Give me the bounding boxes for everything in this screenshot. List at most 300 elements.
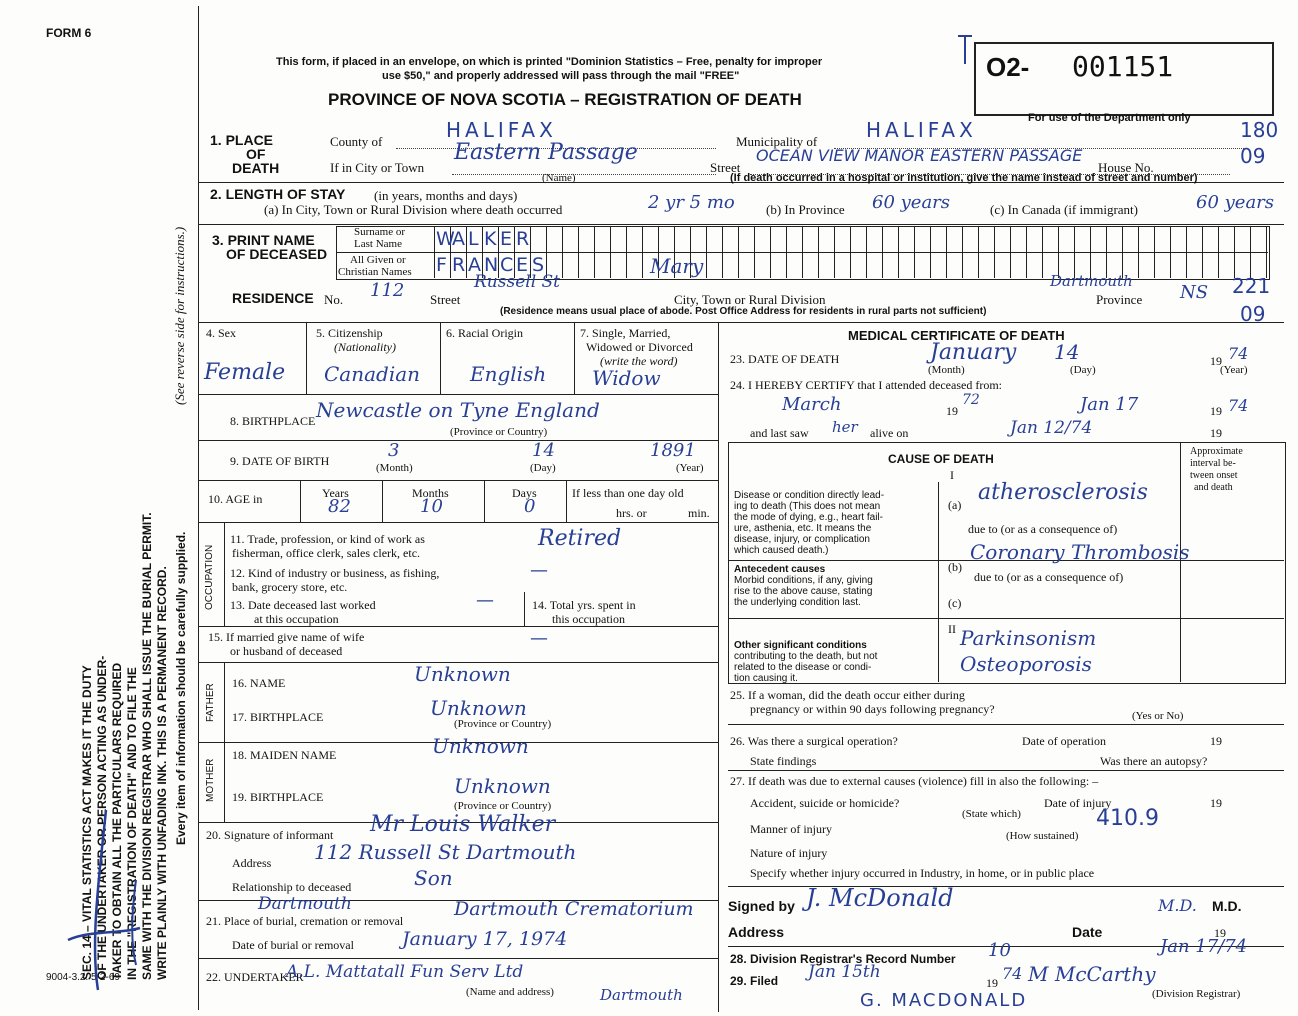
name-grid-divider — [642, 226, 643, 278]
other-conditions-note-3: tion causing it. — [734, 673, 798, 684]
department-use-note: For use of the Department only — [1028, 112, 1191, 124]
physician-md-handwritten: M.D. — [1158, 896, 1197, 915]
given-name-letter: A — [468, 254, 481, 276]
item-3-label: 3. PRINT NAME — [212, 232, 315, 248]
mother-maiden-name-value: Unknown — [432, 734, 529, 758]
cause-of-death-title: CAUSE OF DEATH — [888, 452, 994, 466]
print-code: 9004-3.2: 5-2-69 — [46, 972, 120, 983]
given-name-letter: R — [452, 254, 466, 276]
item-2-label: 2. LENGTH OF STAY — [210, 186, 346, 202]
rule — [434, 226, 435, 278]
rule — [198, 958, 718, 959]
autopsy-label: Was there an autopsy? — [1100, 754, 1208, 768]
attend-from-value: March — [782, 394, 842, 415]
item-5-sublabel: (Nationality) — [334, 340, 396, 354]
citizenship-value: Canadian — [324, 362, 421, 386]
age-days-value: 0 — [524, 496, 536, 517]
item-2b-label: (b) In Province — [766, 202, 845, 217]
given-name-letter: N — [484, 254, 499, 276]
sec14-line6: WRITE PLAINLY WITH UNFADING INK. THIS IS A PERMANENT RECORD. — [155, 566, 169, 980]
item-1-label-death: DEATH — [232, 160, 280, 176]
item-2a-label: (a) In City, Town or Rural Division where death occurred — [264, 202, 563, 217]
rule — [198, 322, 1284, 323]
residence-town-value: Dartmouth — [1050, 272, 1133, 290]
year-prefix: 19 — [1210, 426, 1222, 440]
year-sublabel: (Year) — [676, 462, 704, 474]
name-grid-divider — [722, 226, 723, 278]
attend-to-year: 74 — [1228, 396, 1249, 415]
name-grid-divider — [706, 226, 707, 278]
item-10-label: 10. AGE in — [208, 492, 263, 506]
age-days-label: Days — [512, 486, 537, 500]
item-15-label: 15. If married give name of wife — [208, 630, 365, 644]
cause-a-label: (a) — [948, 498, 962, 512]
item-1-label: 1. PLACE — [210, 132, 274, 148]
surname-label: Surname or — [354, 226, 406, 238]
item-24-label: 24. I HEREBY CERTIFY that I attended deceased from: — [730, 378, 1002, 392]
item-7-label: 7. Single, Married, — [580, 326, 671, 340]
item-29-label: 29. Filed — [730, 974, 779, 988]
cause-b-value: Coronary Thrombosis — [970, 540, 1190, 564]
name-grid-divider — [482, 226, 483, 278]
sex-value: Female — [204, 360, 286, 385]
name-grid-divider — [514, 226, 515, 278]
postage-notice-line1: This form, if placed in an envelope, on which is printed "Dominion Statistics – Free, penalty for improper — [276, 56, 823, 68]
name-grid-divider — [1090, 226, 1091, 278]
age-months-value: 10 — [420, 496, 443, 517]
last-worked-dash: — — [476, 590, 494, 611]
stay-canada-value: 60 years — [1196, 192, 1275, 213]
attend-to-value: Jan 17 — [1080, 394, 1139, 415]
death-year-value: 74 — [1228, 344, 1249, 363]
name-grid-divider — [866, 226, 867, 278]
name-grid-divider — [1250, 226, 1251, 278]
day-sublabel: (Day) — [1070, 364, 1096, 376]
dept-code-c: 221 — [1232, 274, 1271, 298]
residence-no-label: No. — [324, 292, 344, 307]
mother-birthplace-value: Unknown — [454, 774, 551, 798]
registration-prefix: O2- — [986, 52, 1030, 82]
item-4-label: 4. Sex — [206, 326, 236, 340]
item-11-label-b: fisherman, office clerk, sales clerk, etc. — [232, 546, 421, 560]
name-grid-divider — [962, 226, 963, 278]
other-conditions-note-2: related to the disease or condi- — [734, 662, 872, 673]
birthplace-value: Newcastle on Tyne England — [316, 398, 600, 422]
informant-signature: Mr Louis Walker — [370, 812, 556, 837]
year-prefix: 19 — [1214, 926, 1226, 940]
name-grid-divider — [834, 226, 835, 278]
age-months-label: Months — [412, 486, 449, 500]
disease-note-5: disease, injury, or complication — [734, 534, 870, 545]
margin-handwriting-mark — [60, 790, 170, 1000]
relationship-label: Relationship to deceased — [232, 880, 352, 894]
rule — [198, 480, 718, 481]
name-grid-divider — [898, 226, 899, 278]
sec14-line3: TAKER TO OBTAIN ALL THE PARTICULARS REQUIRED — [110, 662, 124, 980]
rule — [440, 322, 441, 394]
disease-note-4: ure, asthenia, etc. It means the — [734, 523, 872, 534]
disease-note-3: the mode of dying, e.g., heart fail- — [734, 512, 883, 523]
rule — [198, 394, 718, 395]
name-grid-divider — [754, 226, 755, 278]
name-grid-divider — [562, 226, 563, 278]
item-12-label-b: bank, grocery store, etc. — [232, 580, 348, 594]
given-name-2: Mary — [650, 254, 704, 278]
name-grid-divider — [1106, 226, 1107, 278]
antecedent-note-2: rise to the above cause, stating — [734, 586, 873, 597]
item-7-label-b: Widowed or Divorced — [586, 340, 693, 354]
surname-letter: L — [468, 228, 479, 250]
interval-label-2: interval be- — [1190, 458, 1236, 469]
father-birthplace-value: Unknown — [430, 696, 527, 720]
racial-origin-value: English — [470, 362, 547, 386]
name-grid-divider — [626, 226, 627, 278]
given-name-letter: E — [516, 254, 529, 276]
last-saw-label: and last saw — [750, 426, 809, 440]
form-left-border — [198, 6, 199, 1010]
surname-letter: A — [452, 228, 465, 250]
other-conditions-note-1: contributing to the death, but not — [734, 651, 878, 662]
name-grid-divider — [610, 226, 611, 278]
year-prefix: 19 — [946, 404, 958, 418]
street-label: Street — [710, 160, 741, 175]
rule — [224, 522, 225, 626]
item-3-label-b: OF DECEASED — [226, 246, 328, 262]
year-prefix: 19 — [1210, 734, 1222, 748]
physician-address-label: Address — [728, 924, 785, 940]
part-1-label: I — [950, 468, 954, 482]
dob-day-value: 14 — [532, 440, 555, 461]
name-grid-divider — [1186, 226, 1187, 278]
name-grid-divider — [1234, 226, 1235, 278]
physician-date-label: Date — [1072, 924, 1103, 940]
city-value: Eastern Passage — [454, 140, 638, 165]
death-month-value: January — [930, 340, 1017, 365]
name-grid-divider — [594, 226, 595, 278]
due-to-label: due to (or as a consequence of) — [968, 522, 1118, 536]
antecedent-title: Antecedent causes — [734, 564, 826, 575]
state-findings-label: State findings — [750, 754, 817, 768]
burial-date-label: Date of burial or removal — [232, 938, 354, 952]
municipality-value: HALIFAX — [866, 118, 977, 142]
name-sublabel: (Name) — [542, 172, 576, 184]
residence-no-value: 112 — [370, 280, 405, 301]
sec14-line1: SEC. 14 – VITAL STATISTICS ACT MAKES IT THE DUTY — [80, 665, 94, 980]
cause-c-label: (c) — [948, 596, 962, 610]
province-country-sublabel: (Province or Country) — [454, 800, 552, 812]
item-26-label: 26. Was there a surgical operation? — [730, 734, 898, 748]
given-name-letter: C — [500, 254, 514, 276]
item-16-label: 16. NAME — [232, 676, 286, 690]
item-5-label: 5. Citizenship — [316, 326, 383, 340]
name-grid-divider — [1138, 226, 1139, 278]
father-name-value: Unknown — [414, 662, 511, 686]
form-title: PROVINCE OF NOVA SCOTIA – REGISTRATION OF DEATH — [328, 90, 802, 109]
surname-letter: R — [516, 228, 530, 250]
name-grid-divider — [1010, 226, 1011, 278]
dept-code-d: 09 — [1240, 302, 1266, 326]
injury-date-label: Date of injury — [1044, 796, 1112, 810]
item-7-label-c: (write the word) — [600, 354, 678, 368]
name-grid-divider — [578, 226, 579, 278]
surname-label-b: Last Name — [354, 238, 402, 250]
antecedent-note-1: Morbid conditions, if any, giving — [734, 575, 873, 586]
alive-on-label: alive on — [870, 426, 909, 440]
signature-date-value: Jan 17/74 — [1160, 936, 1248, 957]
name-grid-divider — [818, 226, 819, 278]
rule — [728, 724, 1284, 725]
burial-date-value: January 17, 1974 — [402, 928, 568, 950]
county-value: HALIFAX — [446, 118, 557, 142]
month-sublabel: (Month) — [376, 462, 413, 474]
rule — [198, 224, 1284, 225]
month-sublabel: (Month) — [928, 364, 965, 376]
last-saw-value: her — [832, 418, 858, 436]
given-label: All Given or — [350, 254, 406, 266]
less-than-day-label: If less than one day old — [572, 486, 684, 500]
filed-year-value: 74 — [1002, 964, 1023, 983]
sec14-line2: OF THE UNDERTAKER OR PERSON ACTING AS UNDER- — [95, 655, 109, 980]
name-grid-divider — [786, 226, 787, 278]
residence-town-label: City, Town or Rural Division — [674, 292, 826, 307]
other-conditions-title: Other significant conditions — [734, 640, 867, 651]
name-grid-divider — [1074, 226, 1075, 278]
minutes-label: min. — [688, 506, 710, 520]
item-17-label: 17. BIRTHPLACE — [232, 710, 324, 724]
postage-notice-line2: use $50," and properly addressed will pass through the mail "FREE" — [382, 70, 740, 82]
item-2c-label: (c) In Canada (if immigrant) — [990, 202, 1138, 217]
mother-strip-label: MOTHER — [205, 758, 216, 802]
form-number: FORM 6 — [46, 26, 92, 40]
division-registrar-sublabel: (Division Registrar) — [1152, 988, 1241, 1000]
disease-note-6: which caused death.) — [734, 545, 829, 556]
county-label: County of — [330, 134, 383, 149]
name-grid-divider — [1202, 226, 1203, 278]
informant-address-label: Address — [232, 856, 272, 870]
city-label: If in City or Town — [330, 160, 425, 175]
item-28-label: 28. Division Registrar's Record Number — [730, 952, 956, 966]
item-2-note: (in years, months and days) — [374, 188, 518, 203]
item-13-label-b: at this occupation — [254, 612, 339, 626]
medical-certificate-title: MEDICAL CERTIFICATE OF DEATH — [848, 328, 1065, 343]
spouse-dash: — — [530, 628, 548, 649]
cause-b-label: (b) — [948, 560, 962, 574]
burial-place-value: Dartmouth Crematorium — [454, 898, 694, 920]
rule — [524, 592, 525, 626]
name-grid-divider — [530, 226, 531, 278]
name-grid-divider — [770, 226, 771, 278]
state-which-sublabel: (State which) — [962, 808, 1021, 820]
item-14-label: 14. Total yrs. spent in — [532, 598, 636, 612]
how-sustained-sublabel: (How sustained) — [1006, 830, 1079, 842]
surname-letter: E — [500, 228, 513, 250]
year-prefix: 19 — [1210, 354, 1222, 368]
rule — [728, 770, 1284, 771]
age-years-label: Years — [322, 486, 349, 500]
name-grid-divider — [1266, 226, 1267, 278]
hours-label: hrs. or — [616, 506, 647, 520]
item-15-label-b: or husband of deceased — [230, 644, 343, 658]
antecedent-note-3: the underlying condition last. — [734, 597, 861, 608]
center-divider — [718, 322, 719, 1012]
year-prefix: 19 — [1210, 796, 1222, 810]
physician-signature: J. McDonald — [806, 884, 954, 912]
careful-note: Every item of information should be carefully supplied. — [174, 531, 188, 845]
item-25-label: 25. If a woman, did the death occur either during — [730, 688, 965, 702]
rule — [300, 480, 301, 522]
manner-label: Manner of injury — [750, 822, 832, 836]
other-condition-2-value: Osteoporosis — [960, 652, 1092, 676]
residence-province-label: Province — [1096, 292, 1143, 307]
signed-by-label: Signed by — [728, 898, 795, 914]
name-grid-divider — [1170, 226, 1171, 278]
residence-label: RESIDENCE — [232, 290, 314, 306]
nature-label: Nature of injury — [750, 846, 828, 860]
other-condition-1-value: Parkinsonism — [960, 626, 1097, 650]
name-grid-divider — [738, 226, 739, 278]
name-grid-divider — [946, 226, 947, 278]
province-country-sublabel: (Province or Country) — [454, 718, 552, 730]
street-value: OCEAN VIEW MANOR EASTERN PASSAGE — [756, 146, 1083, 165]
item-13-label: 13. Date deceased last worked — [230, 598, 376, 612]
rule — [566, 480, 567, 522]
province-country-sublabel: (Province or Country) — [450, 426, 548, 438]
accident-label: Accident, suicide or homicide? — [750, 796, 900, 810]
dept-code-b: 09 — [1240, 144, 1266, 168]
year-prefix: 19 — [986, 976, 998, 990]
rule — [382, 480, 383, 522]
md-label: M.D. — [1212, 898, 1242, 914]
record-number-value: 10 — [988, 940, 1011, 961]
stay-province-value: 60 years — [872, 192, 951, 213]
rule — [452, 174, 716, 175]
name-grid-divider — [930, 226, 931, 278]
surname-letter: K — [484, 228, 497, 250]
rule — [728, 618, 1284, 619]
burial-town-value: Dartmouth — [258, 894, 352, 914]
name-grid-divider — [546, 226, 547, 278]
dob-year-value: 1891 — [650, 440, 696, 461]
item-8-label: 8. BIRTHPLACE — [230, 414, 316, 428]
sec14-line5: SAME WITH THE DIVISION REGISTRAR WHO SHALL ISSUE THE BURIAL PERMIT. — [140, 512, 154, 980]
rule — [224, 662, 225, 822]
name-grid-divider — [1026, 226, 1027, 278]
item-1-label-of: OF — [246, 146, 266, 162]
alive-on-value: Jan 12/74 — [1010, 418, 1093, 438]
item-19-label: 19. BIRTHPLACE — [232, 790, 324, 804]
residence-province-value: NS — [1180, 282, 1209, 303]
specify-label: Specify whether injury occurred in Industry, in home, or in public place — [750, 866, 1095, 880]
day-sublabel: (Day) — [530, 462, 556, 474]
marital-status-value: Widow — [592, 366, 661, 390]
interval-label-1: Approximate — [1190, 446, 1243, 457]
item-27-label: 27. If death was due to external causes (violence) fill in also the following: – — [730, 774, 1099, 788]
municipality-label: Municipality of — [736, 134, 818, 149]
yes-no-sublabel: (Yes or No) — [1132, 710, 1184, 722]
name-grid-divider — [914, 226, 915, 278]
filed-date-value: Jan 15th — [808, 962, 881, 982]
disease-note-2: ing to death (This does not mean — [734, 501, 881, 512]
disease-note-1: Disease or condition directly lead- — [734, 490, 885, 501]
occupation-value: Retired — [538, 526, 622, 551]
year-prefix: 19 — [1210, 404, 1222, 418]
name-grid-divider — [1058, 226, 1059, 278]
item-14-label-b: this occupation — [552, 612, 625, 626]
residence-street-label: Street — [430, 292, 461, 307]
name-grid-divider — [850, 226, 851, 278]
cause-a-value: atherosclerosis — [978, 480, 1148, 505]
father-strip-label: FATHER — [205, 683, 216, 722]
interval-label-4: and death — [1194, 482, 1233, 493]
item-25-label-b: pregnancy or within 90 days following pregnancy? — [750, 702, 995, 716]
item-22-label: 22. UNDERTAKER — [206, 970, 304, 984]
given-name-letter: S — [532, 254, 545, 276]
given-name-letter: F — [436, 254, 447, 276]
relationship-value: Son — [414, 866, 453, 890]
item-18-label: 18. MAIDEN NAME — [232, 748, 337, 762]
hospital-note: (If death occurred in a hospital or institution, give the name instead of street and number) — [730, 172, 1198, 184]
name-grid-divider — [1154, 226, 1155, 278]
house-label: House No. — [1098, 160, 1154, 175]
registrar-name-stamp: G. MACDONALD — [860, 990, 1028, 1011]
part-2-label: II — [948, 622, 956, 636]
name-address-sublabel: (Name and address) — [466, 986, 554, 998]
industry-dash: — — [530, 560, 548, 581]
name-grid-divider — [1122, 226, 1123, 278]
informant-address-value: 112 Russell St Dartmouth — [314, 840, 577, 864]
name-grid-divider — [1218, 226, 1219, 278]
item-20-label: 20. Signature of informant — [206, 828, 334, 842]
interval-label-3: tween onset — [1190, 470, 1238, 481]
name-grid-divider — [978, 226, 979, 278]
instructions-note: (See reverse side for instructions.) — [172, 226, 187, 405]
rule — [306, 322, 307, 394]
name-grid-divider — [802, 226, 803, 278]
attend-from-year: 72 — [962, 392, 980, 408]
year-sublabel: (Year) — [1220, 364, 1248, 376]
occupation-strip-label: OCCUPATION — [204, 544, 215, 610]
undertaker-value: A.L. Mattatall Fun Serv Ltd — [286, 962, 524, 982]
due-to-label: due to (or as a consequence of) — [974, 570, 1124, 584]
operation-date-label: Date of operation — [1022, 734, 1106, 748]
item-23-label: 23. DATE OF DEATH — [730, 352, 840, 366]
registrar-signature: M McCarthy — [1028, 962, 1156, 986]
item-12-label: 12. Kind of industry or business, as fishing, — [230, 566, 440, 580]
rule — [198, 742, 224, 743]
name-grid-divider — [882, 226, 883, 278]
item-11-label: 11. Trade, profession, or kind of work as — [230, 532, 425, 546]
rule — [198, 440, 718, 441]
rule — [484, 480, 485, 522]
residence-note: (Residence means usual place of abode. Post Office Address for residents in rural parts not sufficient) — [500, 306, 987, 317]
corner-pen-mark — [950, 30, 980, 70]
name-grid-divider — [1042, 226, 1043, 278]
item-6-label: 6. Racial Origin — [446, 326, 523, 340]
rule — [938, 482, 939, 682]
dob-month-value: 3 — [388, 440, 400, 461]
stay-city-value: 2 yr 5 mo — [648, 192, 735, 213]
age-years-value: 82 — [328, 496, 351, 517]
residence-street-value: Russell St — [474, 272, 561, 292]
item-21-label: 21. Place of burial, cremation or removal — [206, 914, 404, 928]
undertaker-town-value: Dartmouth — [600, 986, 683, 1004]
name-grid-divider — [466, 226, 467, 278]
injury-code-value: 410.9 — [1096, 806, 1159, 831]
death-day-value: 14 — [1054, 340, 1080, 364]
dept-code-a: 180 — [1240, 118, 1279, 142]
surname-letter: W — [436, 228, 455, 250]
given-label-b: Christian Names — [338, 266, 412, 278]
